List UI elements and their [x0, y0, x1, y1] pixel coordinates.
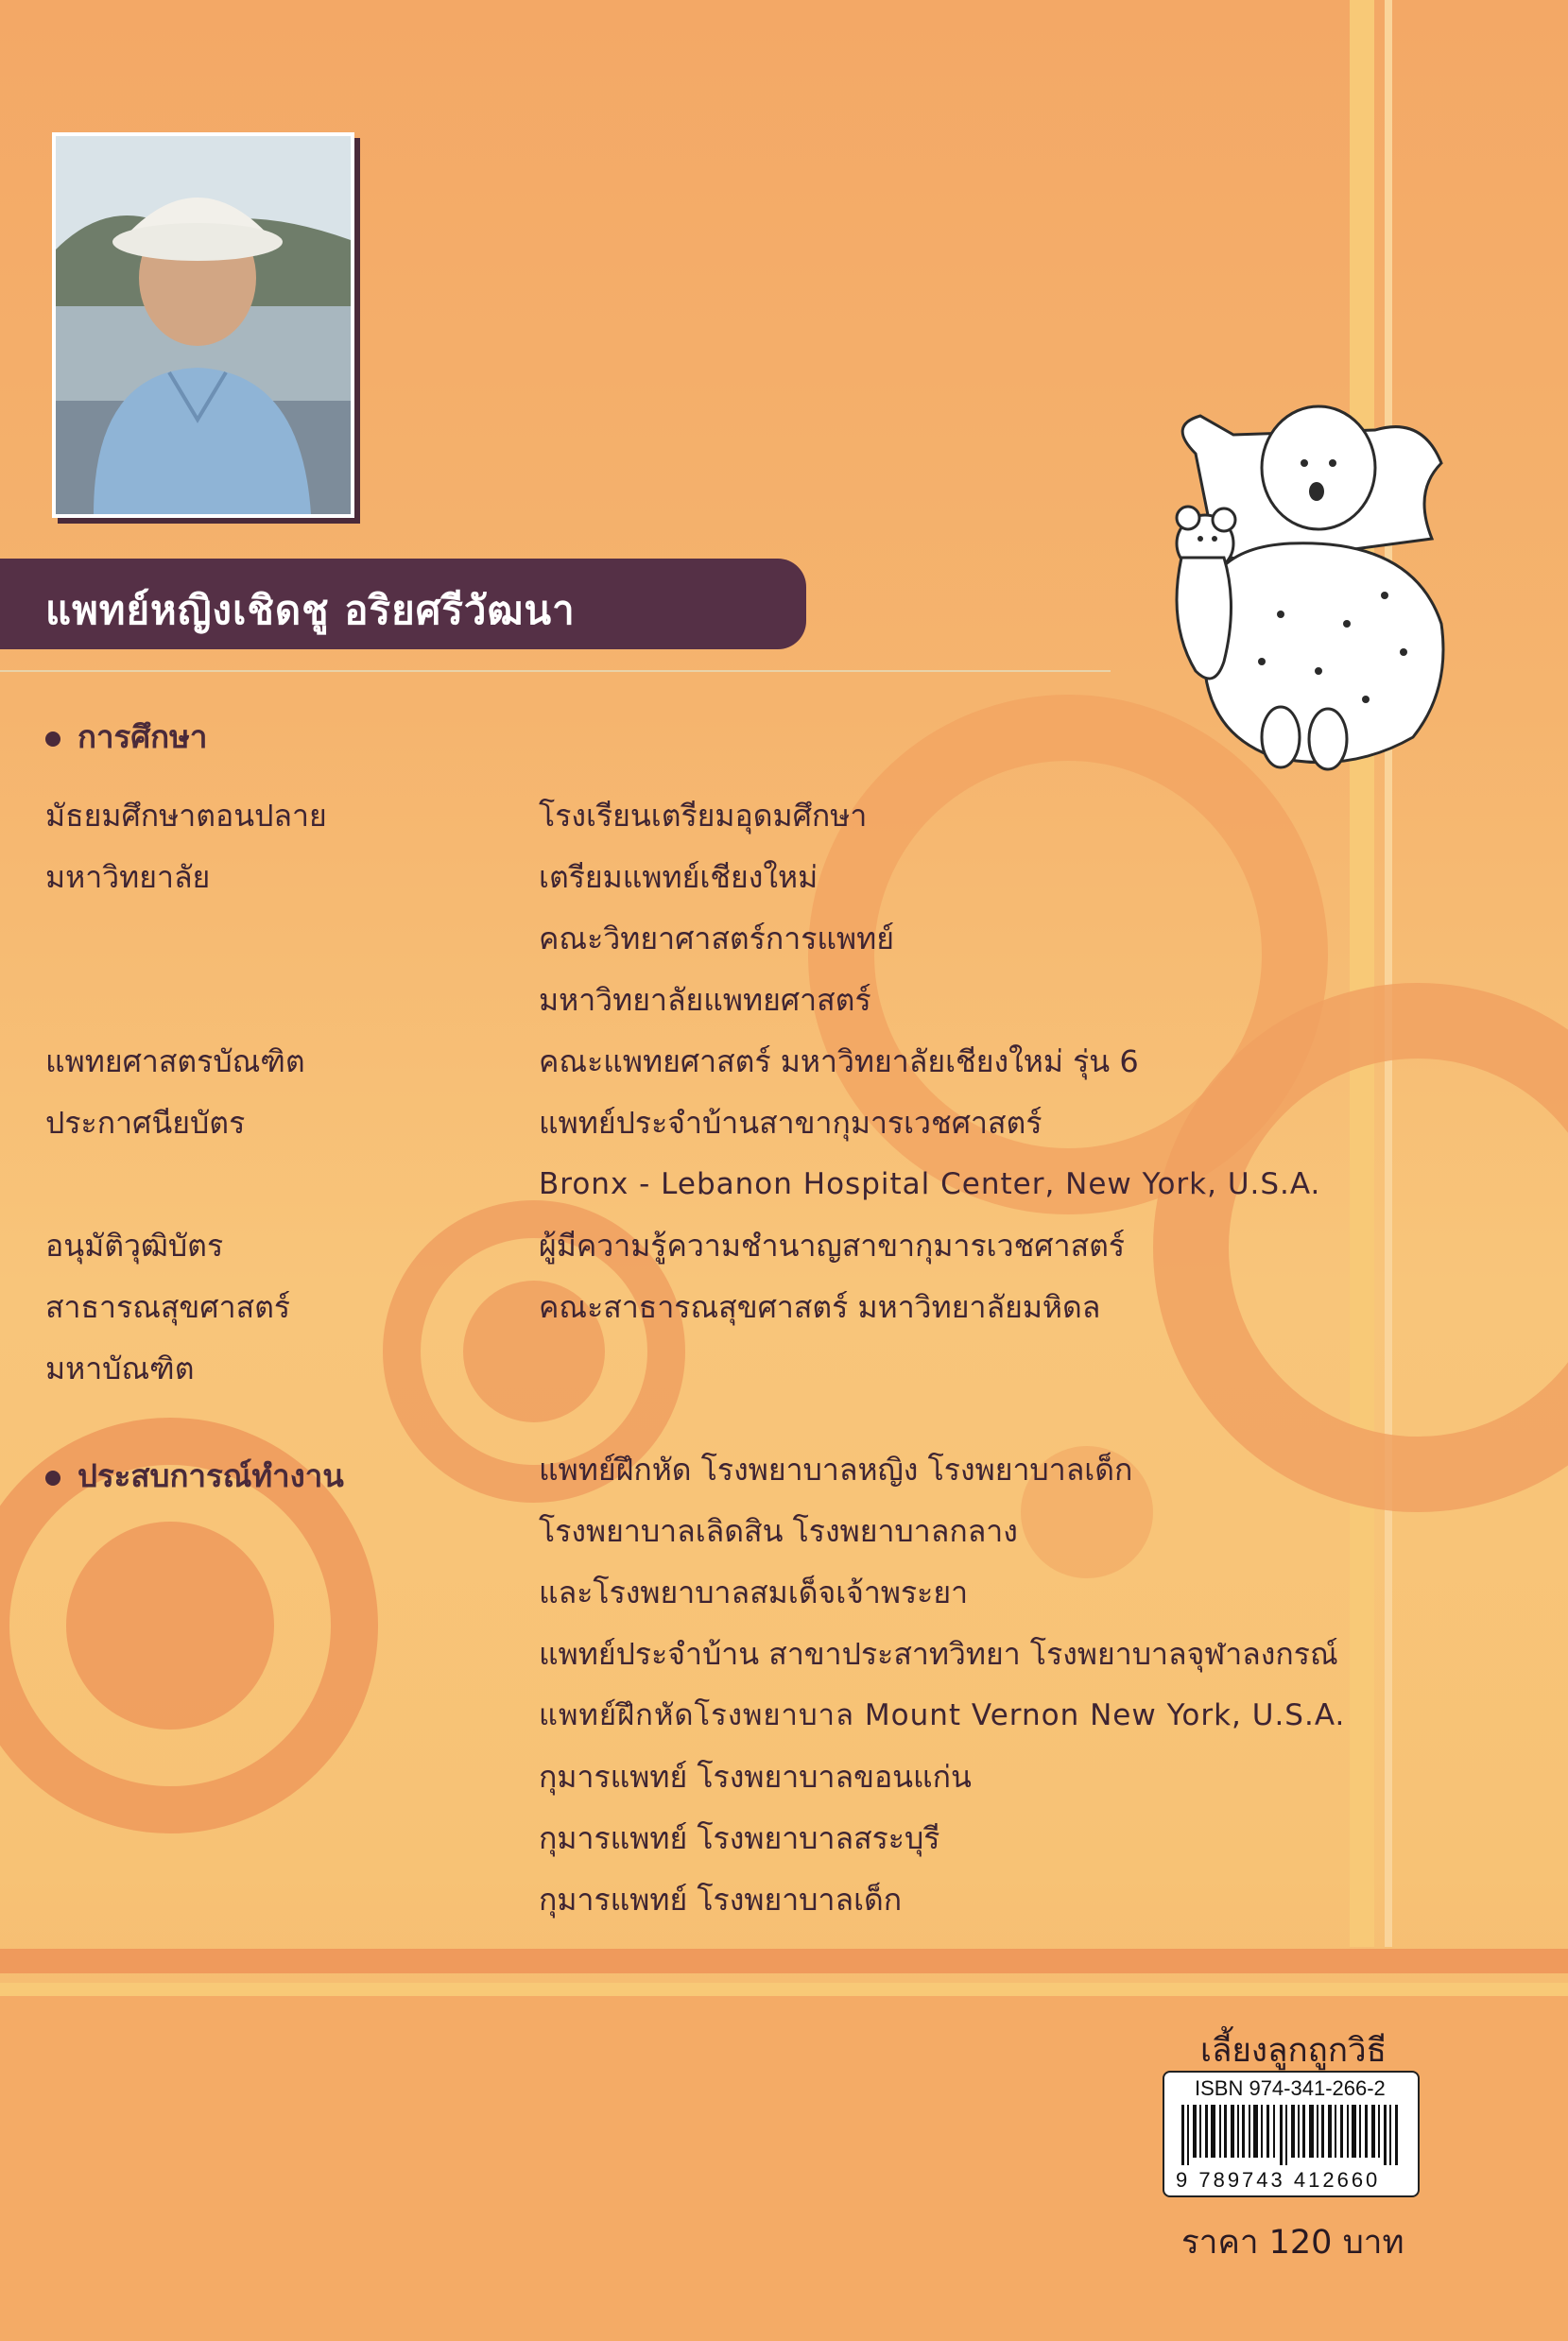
education-label: แพทยศาสตรบัณฑิต	[45, 1043, 305, 1079]
education-detail: คณะแพทยศาสตร์ มหาวิทยาลัยเชียงใหม่ รุ่น 6	[539, 1043, 1139, 1079]
education-label: อนุมัติวุฒิบัตร	[45, 1228, 224, 1264]
education-detail: โรงเรียนเตรียมอุดมศึกษา	[539, 798, 868, 834]
book-title: เลี้ยงลูกถูกวิธี	[1200, 2032, 1387, 2070]
experience-item: กุมารแพทย์ โรงพยาบาลสระบุรี	[539, 1820, 940, 1856]
vertical-stripe-thin	[1385, 0, 1392, 1947]
education-detail: ผู้มีความรู้ความชำนาญสาขากุมารเวชศาสตร์	[539, 1228, 1126, 1264]
experience-item: แพทย์ฝึกหัดโรงพยาบาล Mount Vernon New York, U.S.A.	[539, 1698, 1346, 1732]
education-label: สาธารณสุขศาสตร์	[45, 1289, 291, 1325]
experience-item: กุมารแพทย์ โรงพยาบาลขอนแก่น	[539, 1759, 972, 1795]
education-detail: เตรียมแพทย์เชียงใหม่	[539, 859, 818, 895]
experience-heading-text: ประสบการณ์ทำงาน	[78, 1457, 344, 1494]
ring-right	[1191, 1021, 1568, 1474]
experience-item: แพทย์ฝึกหัด โรงพยาบาลหญิง โรงพยาบาลเด็ก	[539, 1452, 1133, 1488]
bottom-band-light	[0, 1983, 1568, 1996]
education-label: มหาวิทยาลัย	[45, 859, 211, 895]
education-detail: Bronx - Lebanon Hospital Center, New York, U.S.A.	[539, 1167, 1321, 1201]
experience-heading	[45, 1451, 344, 1501]
author-portrait-image	[56, 136, 351, 514]
education-detail: คณะวิทยาศาสตร์การแพทย์	[539, 921, 894, 956]
book-price: ราคา 120 บาท	[1181, 2224, 1404, 2262]
experience-item: กุมารแพทย์ โรงพยาบาลเด็ก	[539, 1882, 903, 1918]
bullet-icon	[45, 1471, 60, 1486]
author-name: แพทย์หญิงเชิดชู อริยศรีวัฒนา	[45, 587, 576, 633]
education-label: มัธยมศึกษาตอนปลาย	[45, 798, 327, 834]
baby-sleeping-illustration	[1129, 378, 1456, 813]
barcode-icon	[1181, 2105, 1401, 2165]
ring-left-core	[66, 1522, 274, 1730]
barcode-digits: 9 789743 412660	[1176, 2168, 1381, 2192]
bottom-band	[0, 1949, 1568, 1973]
education-detail: มหาวิทยาลัยแพทยศาสตร์	[539, 982, 871, 1018]
education-detail: คณะสาธารณสุขศาสตร์ มหาวิทยาลัยมหิดล	[539, 1289, 1101, 1325]
education-label: มหาบัณฑิต	[45, 1351, 195, 1386]
bullet-icon	[45, 732, 60, 747]
experience-item: โรงพยาบาลเลิดสิน โรงพยาบาลกลาง	[539, 1513, 1018, 1549]
education-detail: แพทย์ประจำบ้านสาขากุมารเวชศาสตร์	[539, 1105, 1042, 1141]
vertical-stripe	[1350, 0, 1374, 1947]
experience-item: แพทย์ประจำบ้าน สาขาประสาทวิทยา โรงพยาบาลจุฬาลงกรณ์	[539, 1636, 1338, 1672]
education-heading	[45, 712, 207, 762]
banner-underline	[0, 670, 1111, 672]
education-heading-text: การศึกษา	[78, 718, 208, 755]
education-label: ประกาศนียบัตร	[45, 1105, 246, 1141]
author-photo	[52, 132, 354, 518]
isbn-number: ISBN 974-341-266-2	[1195, 2076, 1386, 2100]
experience-item: และโรงพยาบาลสมเด็จเจ้าพระยา	[539, 1575, 969, 1610]
